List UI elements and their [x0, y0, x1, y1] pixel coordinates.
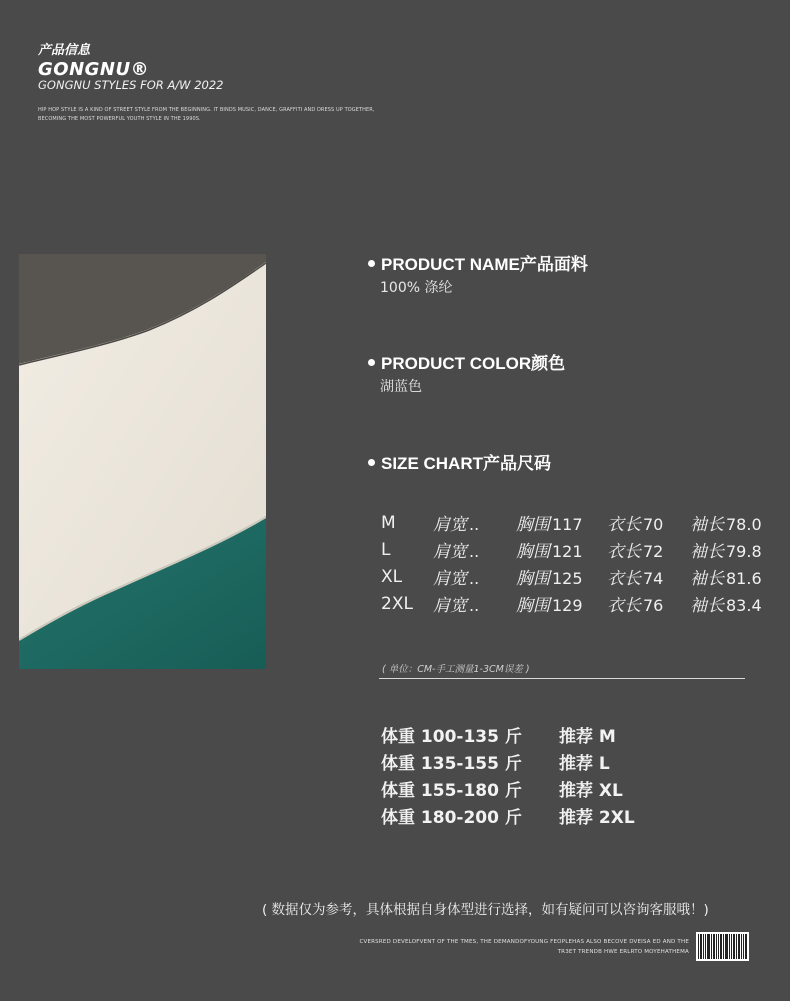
- size-row-l: [381, 536, 776, 563]
- chest-value: 121: [552, 542, 583, 561]
- size-chart-title: SIZE CHART产品尺码: [381, 454, 551, 473]
- shoulder-cell: [433, 591, 516, 616]
- chest-value: 129: [552, 596, 583, 615]
- recommendation-row: [381, 721, 635, 748]
- sleeve-label: 袖长: [690, 596, 724, 616]
- shoulder-label: 肩宽: [433, 596, 467, 616]
- divider: [379, 678, 745, 679]
- size-row-2xl: [381, 590, 776, 617]
- fabric-illustration: [19, 254, 266, 669]
- size-row-m: [381, 509, 776, 536]
- weight-range: 体重 100-135 斤: [381, 727, 522, 747]
- tagline-line-1: HIP HOP STYLE IS A KIND OF STREET STYLE FROM THE BEGINNING. IT BINDS MUSIC, DANCE, GRAFFITI AND DRESS UP TOGETHER,: [38, 107, 375, 113]
- weight-range: 体重 180-200 斤: [381, 808, 522, 828]
- recommended-size: 推荐 XL: [559, 781, 623, 801]
- length-cell: [607, 564, 690, 589]
- shoulder-cell: [433, 510, 516, 535]
- sleeve-label: 袖长: [690, 569, 724, 589]
- brand-tagline: [38, 106, 375, 124]
- chest-cell: [516, 510, 607, 535]
- length-cell: [607, 537, 690, 562]
- chest-value: 125: [552, 569, 583, 588]
- footer-fine-print: [327, 937, 689, 957]
- shoulder-value: ..: [469, 596, 480, 615]
- recommendation-row: [381, 748, 635, 775]
- size-label: XL: [381, 566, 403, 587]
- shoulder-label: 肩宽: [433, 569, 467, 589]
- fine-print-line-1: CVERSRED DEVELOFVENT OF THE TMES, THE DEMANDOFYOUNG FEOPLEHAS ALSO BECOVE DVEISA ED AND THE: [359, 939, 689, 945]
- barcode-icon: [696, 932, 749, 961]
- weight-range: 体重 135-155 斤: [381, 754, 522, 774]
- sleeve-cell: [690, 591, 762, 616]
- shoulder-cell: [433, 564, 516, 589]
- sleeve-cell: [690, 564, 762, 589]
- recommended-size: 推荐 M: [559, 727, 616, 747]
- shoulder-label: 肩宽: [433, 515, 467, 535]
- product-name-value: 100% 涤纶: [380, 280, 453, 296]
- size-chart-table: [381, 509, 776, 617]
- recommended-size: 推荐 L: [559, 754, 610, 774]
- shoulder-cell: [433, 537, 516, 562]
- brand-name: GONGNU®: [38, 59, 150, 80]
- recommendation-row: [381, 802, 635, 829]
- size-label: 2XL: [381, 593, 413, 614]
- chest-label: 胸围: [516, 542, 550, 562]
- shoulder-value: ..: [469, 569, 480, 588]
- length-value: 72: [643, 542, 664, 561]
- fine-print-line-2: TR3ET TRENDB HWE ERLRTO MOYEHATHEMA: [557, 949, 689, 955]
- size-recommendations: [381, 721, 635, 829]
- recommended-size: 推荐 2XL: [559, 808, 635, 828]
- size-label: M: [381, 512, 396, 533]
- sleeve-value: 81.6: [726, 569, 762, 588]
- tagline-line-2: BECOMING THE MOST POWERFUL YOUTH STYLE IN THE 1990S.: [38, 116, 201, 122]
- chest-value: 117: [552, 515, 583, 534]
- length-value: 74: [643, 569, 664, 588]
- unit-note: ( 单位：CM-手工测量1-3CM误差 ): [382, 664, 530, 675]
- product-color-heading: [368, 349, 565, 374]
- chest-label: 胸围: [516, 569, 550, 589]
- bullet-dot-icon: [368, 459, 375, 466]
- chest-cell: [516, 564, 607, 589]
- length-value: 70: [643, 515, 664, 534]
- product-color-value: 湖蓝色: [380, 379, 422, 395]
- sleeve-value: 83.4: [726, 596, 762, 615]
- sleeve-label: 袖长: [690, 542, 724, 562]
- size-chart-heading: [368, 449, 551, 474]
- bullet-dot-icon: [368, 260, 375, 267]
- header-title-cn: 产品信息: [38, 43, 91, 58]
- fabric-detail-image: [19, 254, 266, 669]
- product-color-title: PRODUCT COLOR颜色: [381, 354, 566, 373]
- shoulder-label: 肩宽: [433, 542, 467, 562]
- length-label: 衣长: [607, 542, 641, 562]
- size-row-xl: [381, 563, 776, 590]
- length-cell: [607, 591, 690, 616]
- sleeve-cell: [690, 537, 762, 562]
- chest-cell: [516, 591, 607, 616]
- product-name-heading: [368, 250, 588, 275]
- length-label: 衣长: [607, 596, 641, 616]
- chest-cell: [516, 537, 607, 562]
- length-label: 衣长: [607, 515, 641, 535]
- sleeve-value: 79.8: [726, 542, 762, 561]
- weight-range: 体重 155-180 斤: [381, 781, 522, 801]
- recommendation-row: [381, 775, 635, 802]
- sleeve-value: 78.0: [726, 515, 762, 534]
- chest-label: 胸围: [516, 596, 550, 616]
- size-label: L: [381, 539, 391, 560]
- bullet-dot-icon: [368, 359, 375, 366]
- length-value: 76: [643, 596, 664, 615]
- length-label: 衣长: [607, 569, 641, 589]
- reference-notice: ( 数据仅为参考，具体根据自身体型进行选择，如有疑问可以咨询客服哦！): [262, 902, 709, 918]
- chest-label: 胸围: [516, 515, 550, 535]
- shoulder-value: ..: [469, 515, 480, 534]
- product-name-title: PRODUCT NAME产品面料: [381, 255, 588, 274]
- length-cell: [607, 510, 690, 535]
- sleeve-label: 袖长: [690, 515, 724, 535]
- sleeve-cell: [690, 510, 762, 535]
- brand-subtitle: GONGNU STYLES FOR A/W 2022: [38, 78, 224, 92]
- shoulder-value: ..: [469, 542, 480, 561]
